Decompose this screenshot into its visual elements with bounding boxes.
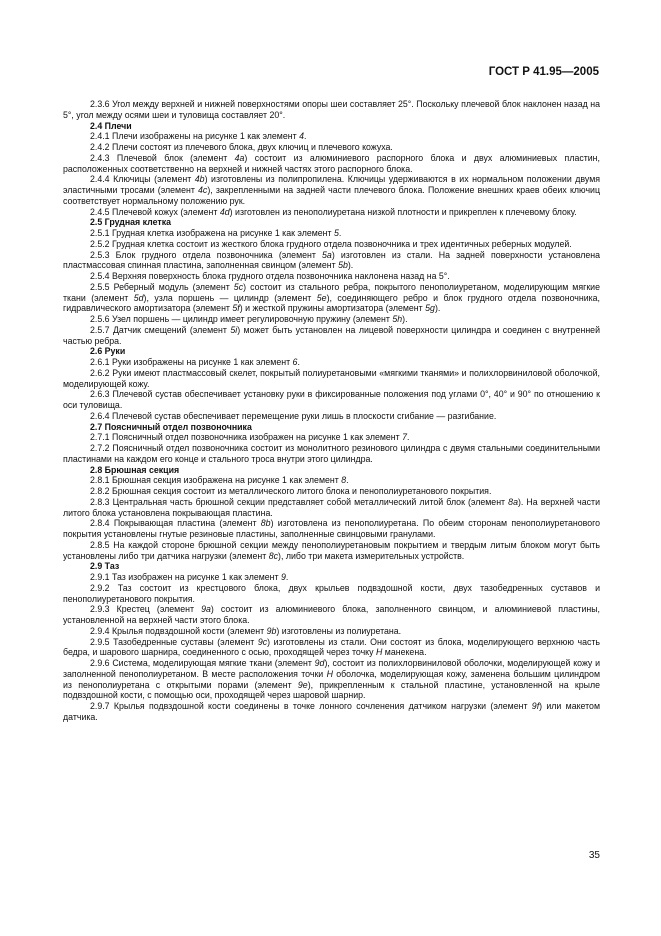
paragraph: 2.6.3 Плечевой сустав обеспечивает установку руки в фиксированные положения под углами 0°, 40° и 90° по отношению к оси туловища.	[63, 389, 600, 410]
paragraph: 2.3.6 Угол между верхней и нижней поверхностями опоры шеи составляет 25°. Поскольку плечевой блок наклонен назад на 5°, угол между осями шеи и туловища составляет 20°.	[63, 99, 600, 120]
paragraph: 2.9.3 Крестец (элемент 9a) состоит из алюминиевого блока, заполненного свинцом, и алюминиевой пластины, установленной на верхней части этого блока.	[63, 604, 600, 625]
paragraph: 2.4.1 Плечи изображены на рисунке 1 как элемент 4.	[90, 131, 307, 142]
paragraph: 2.9.1 Таз изображен на рисунке 1 как элемент 9.	[90, 572, 289, 582]
section-heading: 2.8 Брюшная секция	[90, 464, 180, 475]
paragraph: 2.6.1 Руки изображены на рисунке 1 как элемент 6.	[90, 357, 300, 367]
paragraph: 2.5.1 Грудная клетка изображена на рисунке 1 как элемент 5.	[90, 228, 342, 238]
section-heading: 2.6 Руки	[90, 346, 126, 357]
paragraph: 2.5.7 Датчик смещений (элемент 5i) может быть установлен на лицевой поверхности цилиндра и соединен с внутренней частью ребра.	[63, 324, 600, 346]
paragraph: 2.6.4 Плечевой сустав обеспечивает перемещение руки лишь в плоскости сгибание — разгибание.	[90, 410, 497, 421]
paragraph: 2.8.3 Центральная часть брюшной секции представляет собой металлический литой блок (элемент 8a). На верхней части литого блока установлена покрывающая пластина.	[63, 496, 600, 518]
paragraph: 2.4.4 Ключицы (элемент 4b) изготовлены из полипропилена. Ключицы удерживаются в их нормальном положении двумя эластичными тросами (элемент 4c), закрепленными на задней части плечевого блока. Положение внешних краев обеих ключиц соответствует нормальному положению рук.	[63, 174, 601, 206]
paragraph: 2.9.7 Крылья подвздошной кости соединены в точке лонного сочленения датчиком нагрузки (элемент 9f) или макетом датчика.	[63, 701, 601, 722]
paragraph: 2.5.2 Грудная клетка состоит из жесткого блока грудного отдела позвоночника и трех идентичных реберных модулей.	[90, 238, 572, 249]
paragraph: 2.9.4 Крылья подвздошной кости (элемент 9b) изготовлены из полиуретана.	[90, 625, 402, 636]
paragraph: 2.4.5 Плечевой кожух (элемент 4d) изготовлен из пенополиуретана низкой плотности и прикреплен к плечевому блоку.	[90, 206, 577, 217]
paragraph: 2.4.3 Плечевой блок (элемент 4a) состоит из алюминиевого распорного блока и двух алюминиевых пластин, расположенных соответственно на верхней и нижней частях этого распорного блока.	[63, 152, 600, 174]
page-number: 35	[588, 850, 600, 861]
paragraph: 2.5.3 Блок грудного отдела позвоночника (элемент 5a) изготовлен из стали. На задней поверхности установлена пластмассовая спинная пластина, заполненная свинцом (элемент 5b).	[63, 249, 601, 271]
section-heading: 2.7 Поясничный отдел позвоночника	[90, 421, 252, 432]
document-code: ГОСТ Р 41.95—2005	[488, 66, 599, 78]
paragraph: 2.5.5 Реберный модуль (элемент 5c) состоит из стального ребра, покрытого пенополиуретаном, моделирующим мягкие ткани (элемент 5d), узла поршень — цилиндр (элемент 5e), соединяющего ребро и блок грудного отдела позвоночника, гидравлического амортизатора (элемент 5f) и жесткой пружины амортизатора (элемент 5g).	[63, 281, 600, 314]
paragraph: 2.5.4 Верхняя поверхность блока грудного отдела позвоночника наклонена назад на 5°.	[90, 271, 450, 281]
paragraph: 2.9.6 Система, моделирующая мягкие ткани (элемент 9d), состоит из полихлорвиниловой оболочки, моделирующей кожу и заполненной пенополиуретаном. В месте расположения точки H оболочка, моделирующая кожу, заменена большим цилиндром из пенополиуретана с открытыми порами (элемент 9e), прикрепленным к стальной пластине, установленной на крыле подвздошной кости, с помощью оси, проходящей через шаровой шарнир.	[63, 658, 600, 701]
paragraph: 2.7.1 Поясничный отдел позвоночника изображен на рисунке 1 как элемент 7.	[90, 432, 410, 443]
section-heading: 2.5 Грудная клетка	[90, 217, 171, 228]
paragraph: 2.5.6 Узел поршень — цилиндр имеет регулировочную пружину (элемент 5h).	[90, 314, 408, 324]
paragraph: 2.9.2 Таз состоит из крестцового блока, двух крыльев подвздошной кости, двух тазобедренных суставов и пенополиуретанового покрытия.	[63, 582, 600, 604]
paragraph: 2.7.2 Поясничный отдел позвоночника состоит из монолитного резинового цилиндра с двумя стальными соединительными пластинами на каждом его конце и стального троса внутри этого цилиндра.	[63, 443, 600, 464]
paragraph: 2.8.2 Брюшная секция состоит из металлического литого блока и пенополиуретанового покрытия.	[90, 486, 492, 496]
paragraph: 2.8.4 Покрывающая пластина (элемент 8b) изготовлена из пенополиуретана. По обеим сторонам пенополиуретанового покрытия установлены гнутые резиновые пластины, заполненные свинцовыми гранулами.	[63, 518, 600, 539]
document-body	[63, 99, 600, 723]
paragraph: 2.8.5 На каждой стороне брюшной секции между пенополиуретановым покрытием и твердым литым блоком могут быть установлены либо три датчика нагрузки (элемент 8c), либо три макета измерительных устройств.	[63, 539, 600, 561]
paragraph: 2.8.1 Брюшная секция изображена на рисунке 1 как элемент 8.	[90, 475, 349, 486]
section-heading: 2.9 Таз	[90, 561, 120, 572]
section-heading: 2.4 Плечи	[90, 120, 132, 131]
paragraph: 2.9.5 Тазобедренные суставы (элемент 9c) изготовлены из стали. Они состоят из блока, моделирующего верхнюю часть бедра, и шарового шарнира, соединенного с осью, проходящей через точку H манекена.	[63, 636, 600, 658]
paragraph: 2.6.2 Руки имеют пластмассовый скелет, покрытый полиуретановыми «мягкими тканями» и полихлорвиниловой оболочкой, моделирующей кожу.	[63, 367, 600, 389]
paragraph: 2.4.2 Плечи состоят из плечевого блока, двух ключиц и плечевого кожуха.	[90, 142, 393, 152]
